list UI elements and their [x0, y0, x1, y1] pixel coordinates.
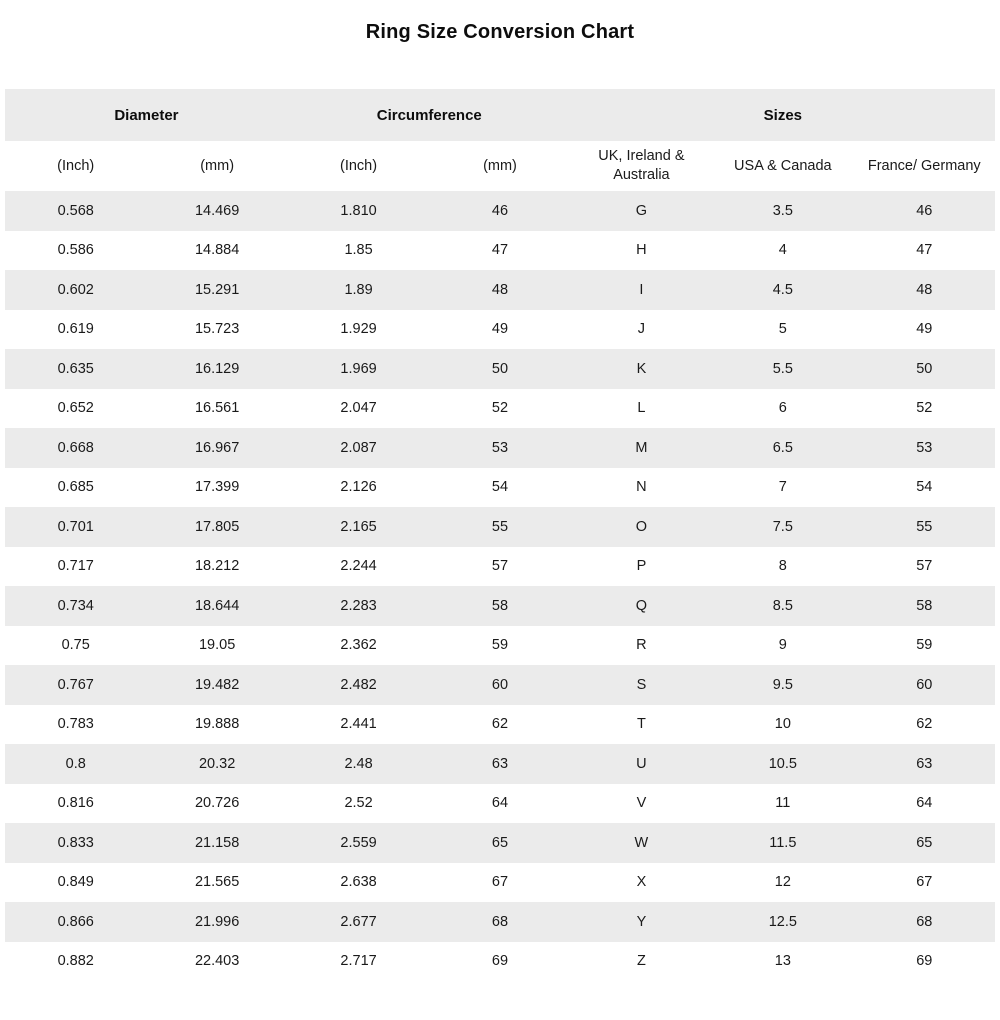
cell: 59 — [916, 637, 933, 654]
cell: 54 — [491, 479, 509, 496]
cell: 50 — [916, 360, 933, 377]
cell: 19.888 — [194, 716, 240, 733]
cell: 53 — [916, 439, 933, 456]
cell: 0.602 — [57, 281, 94, 298]
table-row — [5, 310, 995, 350]
cell: 16.967 — [194, 439, 240, 456]
ring-size-conversion-table — [5, 89, 995, 981]
cell: 63 — [491, 755, 509, 772]
cell: 49 — [491, 321, 509, 338]
cell: 5.5 — [772, 360, 793, 377]
cell: 22.403 — [194, 953, 240, 970]
column-group-row — [5, 89, 995, 141]
cell: 2.244 — [340, 558, 377, 575]
cell: 20.726 — [194, 795, 240, 812]
cell: O — [635, 518, 648, 535]
table-row — [5, 349, 995, 389]
cell: 0.8 — [65, 755, 86, 772]
page-title: Ring Size Conversion Chart — [365, 21, 635, 43]
cell: 0.75 — [61, 637, 90, 654]
cell: 67 — [916, 874, 933, 891]
cell: 48 — [916, 281, 933, 298]
cell: 14.884 — [194, 242, 240, 259]
cell: 12 — [774, 874, 791, 891]
cell: 63 — [916, 755, 933, 772]
cell: 10.5 — [768, 755, 797, 772]
table-row — [5, 665, 995, 705]
cell: 52 — [491, 400, 509, 417]
cell: L — [637, 400, 646, 417]
cell: 0.635 — [57, 360, 94, 377]
col-header-diameter-mm: (mm) — [146, 141, 287, 191]
cell: 6.5 — [772, 439, 793, 456]
cell: 7 — [778, 479, 787, 496]
cell: 0.816 — [57, 795, 94, 812]
cell: 0.833 — [57, 834, 94, 851]
cell: U — [636, 755, 647, 772]
cell: 2.283 — [340, 597, 377, 614]
cell: 11.5 — [769, 834, 797, 851]
cell: K — [636, 360, 647, 377]
cell: 16.561 — [194, 400, 240, 417]
cell: 15.723 — [194, 321, 240, 338]
cell: 68 — [916, 913, 933, 930]
cell: 8.5 — [772, 597, 793, 614]
cell: 2.482 — [340, 676, 377, 693]
cell: 47 — [491, 242, 509, 259]
cell: N — [636, 479, 647, 496]
cell: 60 — [491, 676, 509, 693]
cell: 16.129 — [194, 360, 240, 377]
cell: 46 — [916, 202, 933, 219]
cell: 11 — [775, 795, 791, 812]
cell: 60 — [916, 676, 933, 693]
cell: 0.866 — [57, 913, 94, 930]
table-row — [5, 191, 995, 231]
cell: 0.734 — [57, 597, 94, 614]
cell: 6 — [778, 400, 787, 417]
cell: X — [636, 874, 647, 891]
cell: P — [636, 558, 647, 575]
cell: 21.996 — [194, 913, 240, 930]
cell: 62 — [491, 716, 509, 733]
table-row — [5, 902, 995, 942]
col-header-uk-ireland-australia: UK, Ireland & Australia — [571, 141, 712, 191]
table-row — [5, 270, 995, 310]
cell: 0.685 — [57, 479, 94, 496]
cell: 19.05 — [198, 637, 236, 654]
cell: 0.668 — [57, 439, 94, 456]
table-row — [5, 744, 995, 784]
col-header-circumference-inch: (Inch) — [288, 141, 429, 191]
cell: 65 — [916, 834, 933, 851]
cell: 2.087 — [340, 439, 377, 456]
cell: J — [637, 321, 646, 338]
cell: 68 — [491, 913, 509, 930]
cell: 0.767 — [57, 676, 94, 693]
cell: 0.849 — [57, 874, 94, 891]
cell: 0.717 — [57, 558, 94, 575]
table-row — [5, 389, 995, 429]
cell: 1.929 — [340, 321, 377, 338]
cell: 2.441 — [340, 716, 377, 733]
cell: 57 — [491, 558, 509, 575]
cell: 13 — [774, 953, 791, 970]
col-header-usa-canada: USA & Canada — [712, 141, 853, 191]
cell: 69 — [491, 953, 509, 970]
cell: 21.158 — [194, 834, 240, 851]
table-header — [5, 89, 995, 191]
cell: M — [635, 439, 648, 456]
cell: 21.565 — [194, 874, 240, 891]
cell: 49 — [916, 321, 933, 338]
cell: 50 — [491, 360, 509, 377]
cell: 1.85 — [344, 242, 373, 259]
table-row — [5, 823, 995, 863]
col-header-circumference-mm: (mm) — [429, 141, 570, 191]
cell: 18.212 — [194, 558, 240, 575]
cell: 12.5 — [768, 913, 797, 930]
cell: H — [636, 242, 647, 259]
col-header-diameter-inch: (Inch) — [5, 141, 146, 191]
cell: Q — [635, 597, 648, 614]
column-group-sizes: Sizes — [571, 89, 995, 141]
cell: 0.619 — [57, 321, 94, 338]
cell: 58 — [916, 597, 933, 614]
cell: 17.805 — [194, 518, 240, 535]
cell: W — [634, 834, 649, 851]
table-row — [5, 626, 995, 666]
cell: V — [636, 795, 647, 812]
cell: Y — [636, 913, 647, 930]
cell: T — [636, 716, 646, 733]
table-row — [5, 507, 995, 547]
table-row — [5, 428, 995, 468]
cell: I — [639, 281, 644, 298]
cell: 14.469 — [194, 202, 240, 219]
table-row — [5, 547, 995, 587]
cell: 5 — [778, 321, 787, 338]
cell: 4 — [778, 242, 787, 259]
cell: Z — [636, 953, 646, 970]
cell: 55 — [916, 518, 933, 535]
table-row — [5, 231, 995, 271]
cell: 58 — [491, 597, 509, 614]
table-row — [5, 586, 995, 626]
column-group-circumference: Circumference — [288, 89, 571, 141]
cell: 67 — [491, 874, 509, 891]
cell: 2.047 — [340, 400, 377, 417]
cell: 2.48 — [344, 755, 373, 772]
cell: 1.810 — [340, 202, 377, 219]
column-group-diameter: Diameter — [5, 89, 288, 141]
cell: 53 — [491, 439, 509, 456]
table-row — [5, 784, 995, 824]
table-row — [5, 468, 995, 508]
cell: 54 — [916, 479, 933, 496]
cell: 0.783 — [57, 716, 94, 733]
cell: 2.165 — [340, 518, 377, 535]
table-row — [5, 942, 995, 982]
cell: 1.969 — [340, 360, 377, 377]
cell: 2.126 — [340, 479, 377, 496]
cell: 64 — [916, 795, 933, 812]
cell: 2.677 — [340, 913, 377, 930]
cell: 20.32 — [198, 755, 236, 772]
cell: 7.5 — [772, 518, 793, 535]
cell: 65 — [491, 834, 509, 851]
cell: 2.559 — [340, 834, 377, 851]
cell: 2.717 — [340, 953, 377, 970]
cell: 2.362 — [340, 637, 377, 654]
cell: 19.482 — [194, 676, 240, 693]
cell: 52 — [916, 400, 933, 417]
cell: 55 — [491, 518, 509, 535]
table-row — [5, 863, 995, 903]
table-body — [5, 191, 995, 981]
cell: S — [636, 676, 647, 693]
table-row — [5, 705, 995, 745]
cell: 3.5 — [772, 202, 793, 219]
column-header-row — [5, 141, 995, 191]
cell: 47 — [916, 242, 933, 259]
cell: 15.291 — [194, 281, 240, 298]
cell: 8 — [778, 558, 787, 575]
cell: 2.52 — [344, 795, 373, 812]
cell: 0.882 — [57, 953, 94, 970]
cell: R — [636, 637, 647, 654]
cell: 0.652 — [57, 400, 94, 417]
cell: 18.644 — [194, 597, 240, 614]
cell: 1.89 — [344, 281, 373, 298]
cell: G — [635, 202, 648, 219]
cell: 10 — [774, 716, 791, 733]
cell: 46 — [491, 202, 509, 219]
cell: 69 — [916, 953, 933, 970]
cell: 57 — [916, 558, 933, 575]
cell: 0.586 — [57, 242, 94, 259]
cell: 17.399 — [194, 479, 240, 496]
cell: 9 — [778, 637, 787, 654]
cell: 9.5 — [772, 676, 793, 693]
cell: 59 — [491, 637, 509, 654]
cell: 4.5 — [772, 281, 793, 298]
cell: 2.638 — [340, 874, 377, 891]
cell: 0.568 — [57, 202, 94, 219]
cell: 62 — [916, 716, 933, 733]
cell: 48 — [491, 281, 509, 298]
cell: 64 — [491, 795, 509, 812]
cell: 0.701 — [57, 518, 94, 535]
col-header-france-germany: France/ Germany — [854, 141, 995, 191]
